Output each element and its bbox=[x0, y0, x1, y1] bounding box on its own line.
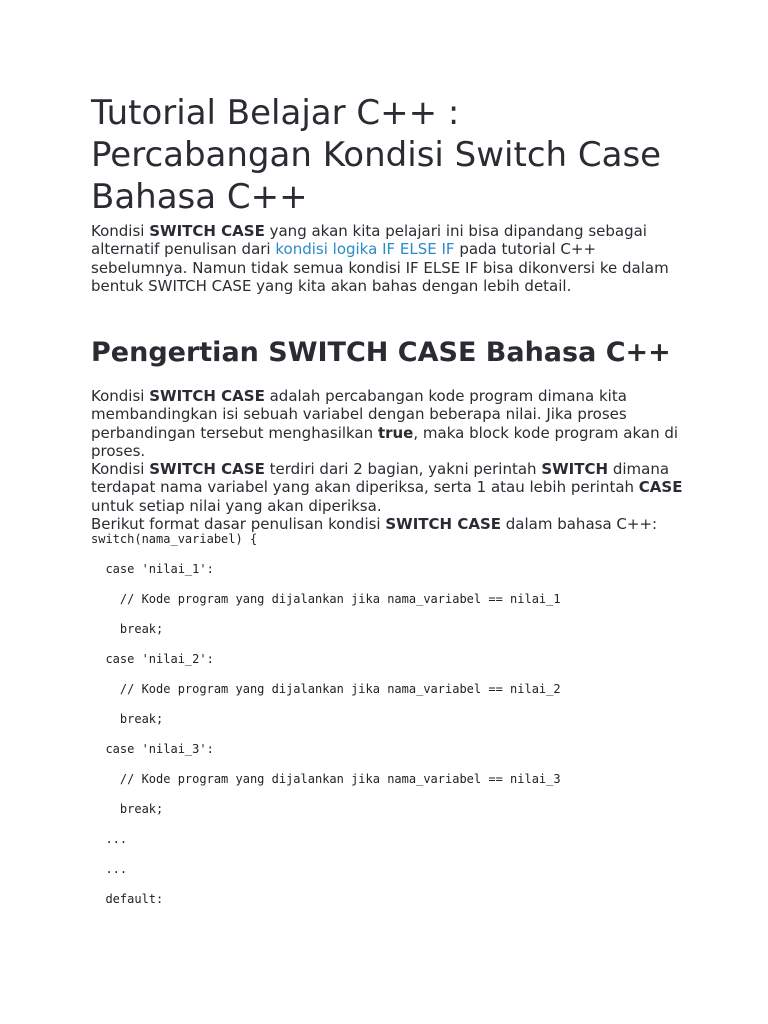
intro-bold-switch-case: SWITCH CASE bbox=[149, 222, 265, 240]
para3-text-1: Berikut format dasar penulisan kondisi bbox=[91, 515, 386, 534]
para3-text-2: dalam bahasa C++: bbox=[501, 515, 658, 534]
code-line: break; bbox=[91, 802, 164, 816]
definition-paragraph bbox=[91, 387, 691, 460]
code-line: case 'nilai_1': bbox=[91, 562, 214, 576]
para1-text-1: Kondisi bbox=[91, 387, 150, 405]
parts-paragraph bbox=[91, 460, 691, 515]
intro-paragraph bbox=[91, 222, 691, 295]
code-line: default: bbox=[91, 892, 164, 906]
code-line: ... bbox=[91, 832, 128, 846]
code-line: break; bbox=[91, 622, 164, 636]
section-heading: Pengertian SWITCH CASE Bahasa C++ bbox=[91, 337, 671, 368]
code-line: // Kode program yang dijalankan jika nama_variabel == nilai_2 bbox=[91, 682, 561, 696]
para1-bold-true: true bbox=[377, 423, 414, 442]
para2-text-1: Kondisi bbox=[91, 460, 150, 479]
para2-bold-switch: SWITCH bbox=[541, 460, 609, 479]
code-line: ... bbox=[91, 862, 128, 876]
para2-text-3: dimana terdapat nama variabel yang akan diperiksa, serta 1 atau lebih perintah bbox=[91, 460, 670, 497]
para1-text-2: adalah percabangan kode program dimana kita membandingkan isi sebuah variabel dengan beberapa nilai. Jika proses perbandingan tersebut menghasilkan bbox=[91, 387, 627, 442]
intro-text-2: yang akan kita pelajari ini bisa dipandang sebagai alternatif penulisan dari bbox=[91, 222, 647, 259]
code-block bbox=[91, 530, 691, 920]
code-line: break; bbox=[91, 712, 164, 726]
intro-text-3: pada tutorial C++ sebelumnya. Namun tidak semua kondisi IF ELSE IF bisa dikonversi ke dalam bentuk SWITCH CASE yang kita akan bahas dengan lebih detail. bbox=[91, 240, 669, 295]
para2-text-4: untuk setiap nilai yang akan diperiksa. bbox=[91, 496, 382, 515]
code-line: // Kode program yang dijalankan jika nama_variabel == nilai_1 bbox=[91, 592, 561, 606]
code-line: case 'nilai_2': bbox=[91, 652, 214, 666]
section-body bbox=[91, 387, 691, 533]
para2-text-2: terdiri dari 2 bagian, yakni perintah bbox=[264, 460, 542, 479]
para1-bold-switch-case: SWITCH CASE bbox=[149, 387, 265, 405]
para2-bold-case: CASE bbox=[638, 478, 683, 497]
code-line: switch(nama_variabel) { bbox=[91, 532, 258, 546]
para1-text-3: , maka block kode program akan di proses. bbox=[91, 423, 679, 460]
para3-bold-switch-case: SWITCH CASE bbox=[385, 515, 501, 534]
page-title: Tutorial Belajar C++ : Percabangan Kondisi Switch Case Bahasa C++ bbox=[91, 93, 662, 217]
if-else-if-link[interactable]: kondisi logika IF ELSE IF bbox=[275, 240, 455, 259]
code-line: // Kode program yang dijalankan jika nama_variabel == nilai_3 bbox=[91, 772, 561, 786]
code-line: case 'nilai_3': bbox=[91, 742, 214, 756]
para2-bold-switch-case: SWITCH CASE bbox=[149, 460, 265, 479]
intro-text-1: Kondisi bbox=[91, 222, 150, 240]
